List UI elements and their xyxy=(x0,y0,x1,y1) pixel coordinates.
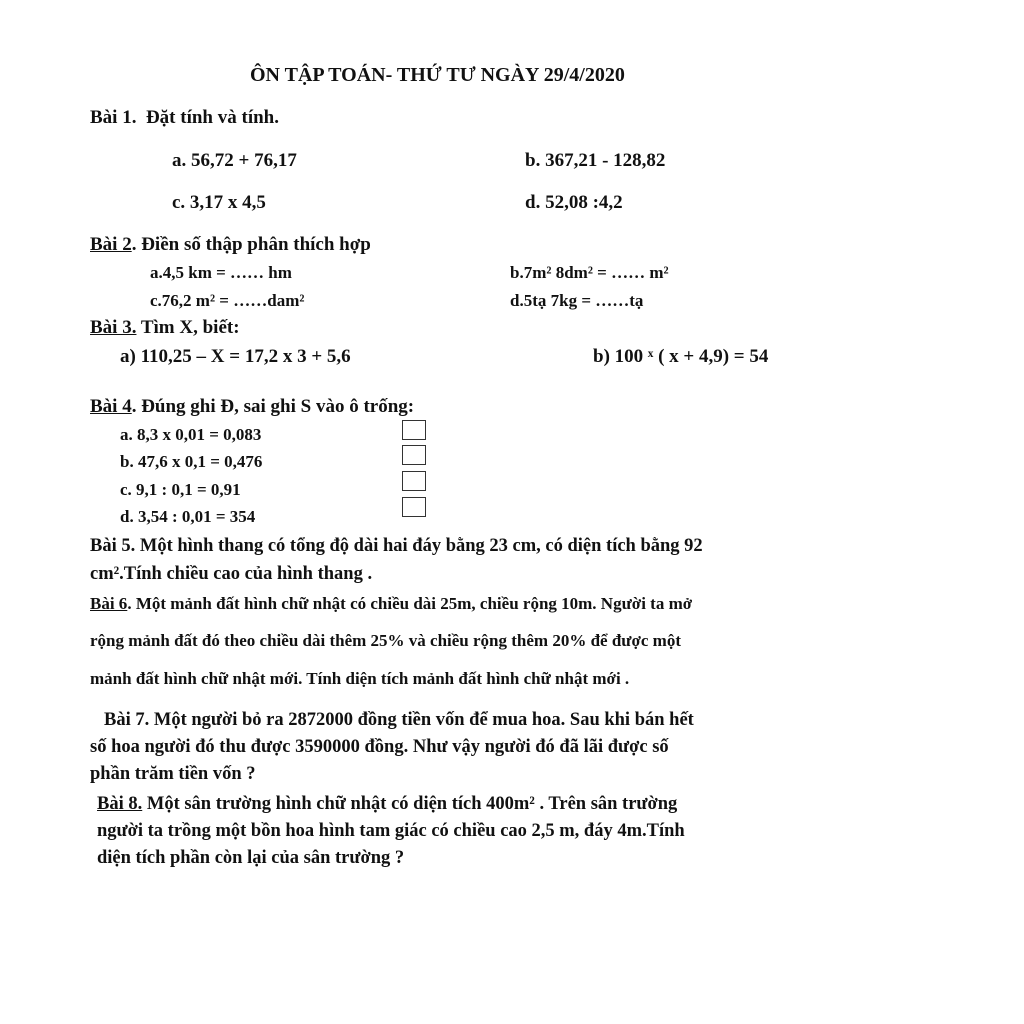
bai2-label: Bài 2 xyxy=(90,234,132,255)
bai1-c: c. 3,17 x 4,5 xyxy=(172,192,266,213)
bai3-b: b) 100 ˣ ( x + 4,9) = 54 xyxy=(593,346,769,367)
bai3-a: a) 110,25 – X = 17,2 x 3 + 5,6 xyxy=(120,346,351,367)
bai6-line2: rộng mảnh đất đó theo chiều dài thêm 25% và chiều rộng thêm 20% để được một xyxy=(90,631,682,650)
bai8-line1-text: Một sân trường hình chữ nhật có diện tích 400m² . Trên sân trường xyxy=(142,794,678,814)
bai8-line1 xyxy=(97,793,677,815)
bai3-text: Tìm X, biết: xyxy=(136,317,240,338)
bai6-line1 xyxy=(90,593,692,615)
bai2-text: . Điền số thập phân thích hợp xyxy=(131,234,371,255)
bai7-line2: số hoa người đó thu được 3590000 đồng. Như vậy người đó đã lãi được số xyxy=(90,737,669,757)
bai2-heading xyxy=(90,234,371,256)
bai1-heading xyxy=(90,107,279,129)
bai8-line2: người ta trồng một bồn hoa hình tam giác có chiều cao 2,5 m, đáy 4m.Tính xyxy=(97,821,685,841)
bai1-a: a. 56,72 + 76,17 xyxy=(172,150,297,171)
bai5-line2: cm².Tính chiều cao của hình thang . xyxy=(90,564,373,584)
bai4-text: . Đúng ghi Đ, sai ghi S vào ô trống: xyxy=(131,396,415,417)
bai4-heading xyxy=(90,396,414,418)
bai7-line1: Bài 7. Một người bỏ ra 2872000 đồng tiền vốn để mua hoa. Sau khi bán hết xyxy=(104,710,694,730)
page-title: ÔN TẬP TOÁN- THỨ TƯ NGÀY 29/4/2020 xyxy=(250,64,625,86)
bai4-item-d: d. 3,54 : 0,01 = 354 xyxy=(120,507,256,526)
bai2-a: a.4,5 km = …… hm xyxy=(150,263,292,282)
bai4-label: Bài 4 xyxy=(90,396,132,417)
bai1-b: b. 367,21 - 128,82 xyxy=(525,150,666,171)
bai1-text: Đặt tính và tính. xyxy=(145,107,279,128)
bai2-c: c.76,2 m² = ……dam² xyxy=(150,291,305,310)
bai3-heading xyxy=(90,317,240,339)
bai6-line3: mảnh đất hình chữ nhật mới. Tính diện tích mảnh đất hình chữ nhật mới . xyxy=(90,669,630,688)
bai8-label: Bài 8. xyxy=(97,794,143,814)
answer-box-b[interactable] xyxy=(402,445,426,465)
bai6-label: Bài 6 xyxy=(90,594,128,613)
bai4-item-c: c. 9,1 : 0,1 = 0,91 xyxy=(120,480,241,499)
bai2-b: b.7m² 8dm² = …… m² xyxy=(510,263,669,282)
answer-box-a[interactable] xyxy=(402,420,426,440)
bai5-line1: Bài 5. Một hình thang có tổng độ dài hai đáy bằng 23 cm, có diện tích bằng 92 xyxy=(90,536,703,556)
answer-box-d[interactable] xyxy=(402,497,426,517)
bai6-line1-text: . Một mảnh đất hình chữ nhật có chiều dài 25m, chiều rộng 10m. Người ta mở xyxy=(127,594,693,613)
answer-box-c[interactable] xyxy=(402,471,426,491)
bai4-item-b: b. 47,6 x 0,1 = 0,476 xyxy=(120,452,263,471)
bai4-item-a: a. 8,3 x 0,01 = 0,083 xyxy=(120,425,262,444)
bai2-d: d.5tạ 7kg = ……tạ xyxy=(510,291,644,310)
bai7-line3: phần trăm tiền vốn ? xyxy=(90,764,256,784)
bai1-d: d. 52,08 :4,2 xyxy=(525,192,623,213)
bai8-line3: diện tích phần còn lại của sân trường ? xyxy=(97,848,405,868)
bai1-label: Bài 1. xyxy=(90,107,137,128)
bai3-label: Bài 3. xyxy=(90,317,137,338)
